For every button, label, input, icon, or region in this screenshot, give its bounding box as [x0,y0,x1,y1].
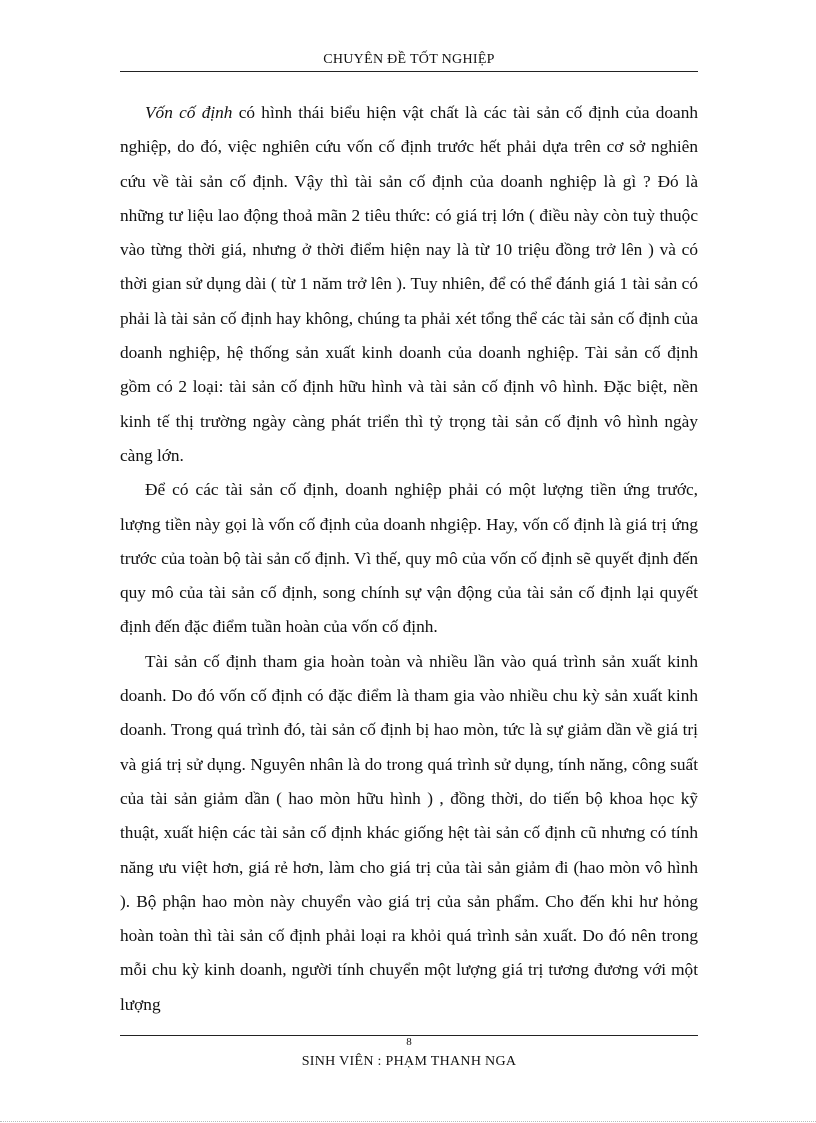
page-footer-author: SINH VIÊN : PHẠM THANH NGA [301,1054,517,1069]
paragraph-3: Tài sản cố định tham gia hoàn toàn và nhiều lần vào quá trình sản xuất kinh doanh. Do đó vốn cố định có đặc điểm là tham gia vào nhiều chu kỳ sản xuất kinh doanh. Trong quá trình đó, tài sản cố định bị hao mòn, tức là sự giảm dần về giá trị và giá trị sử dụng. Nguyên nhân là do trong quá trình sử dụng, tính năng, công suất của tài sản giảm dần ( hao mòn hữu hình ) , đồng thời, do tiến bộ khoa học kỹ thuật, xuất hiện các tài sản cố định khác giống hệt tài sản cố định cũ nhưng có tính năng ưu việt hơn, giá rẻ hơn, làm cho giá trị của tài sản giảm đi (hao mòn vô hình ). Bộ phận hao mòn này chuyển vào giá trị của sản phẩm. Cho đến khi hư hỏng hoàn toàn thì tài sản cố định phải loại ra khỏi quá trình sản xuất. Do đó nên trong mỗi chu kỳ kinh doanh, người tính chuyển một lượng giá trị tương đương với một lượng [120,651,698,1014]
paragraph-1-text: có hình thái biểu hiện vật chất là các tài sản cố định của doanh nghiệp, do đó, việc nghiên cứu vốn cố định trước hết phải dựa trên cơ sở nghiên cứu về tài sản cố định. Vậy thì tài sản cố định của doanh nghiệp là gì ? Đó là những tư liệu lao động thoả mãn 2 tiêu thức: có giá trị lớn ( điều này còn tuỳ thuộc vào từng thời giá, nhưng ở thời điểm hiện nay là từ 10 triệu đồng trở lên ) và có thời gian sử dụng dài ( từ 1 năm trở lên ). Tuy nhiên, để có thể đánh giá 1 tài sản có phải là tài sản cố định hay không, chúng ta phải xét tổng thể các tài sản cố định của doanh nghiệp, hệ thống sản xuất kinh doanh của doanh nghiệp. Tài sản cố định gồm có 2 loại: tài sản cố định hữu hình và tài sản cố định vô hình. Đặc biệt, nền kinh tế thị trường ngày càng phát triển thì tỷ trọng tài sản cố định vô hình ngày càng lớn. [120,103,698,465]
header-divider [120,71,698,72]
page-bottom-edge [0,1121,816,1122]
paragraph-1-term: Vốn cố định [145,103,233,122]
paragraph-2: Để có các tài sản cố định, doanh nghiệp phải có một lượng tiền ứng trước, lượng tiền này gọi là vốn cố định của doanh nhgiệp. Hay, vốn cố định là giá trị ứng trước của toàn bộ tài sản cố định. Vì thế, quy mô của vốn cố định sẽ quyết định đến quy mô của tài sản cố định, song chính sự vận động của tài sản cố định lại quyết định đến đặc điểm tuần hoàn của vốn cố định. [120,480,698,637]
paragraph-1 [120,96,698,473]
page-number: 8 [406,1036,412,1048]
page-header-title: CHUYÊN ĐỀ TỐT NGHIỆP [323,52,495,67]
document-body [120,96,698,1022]
